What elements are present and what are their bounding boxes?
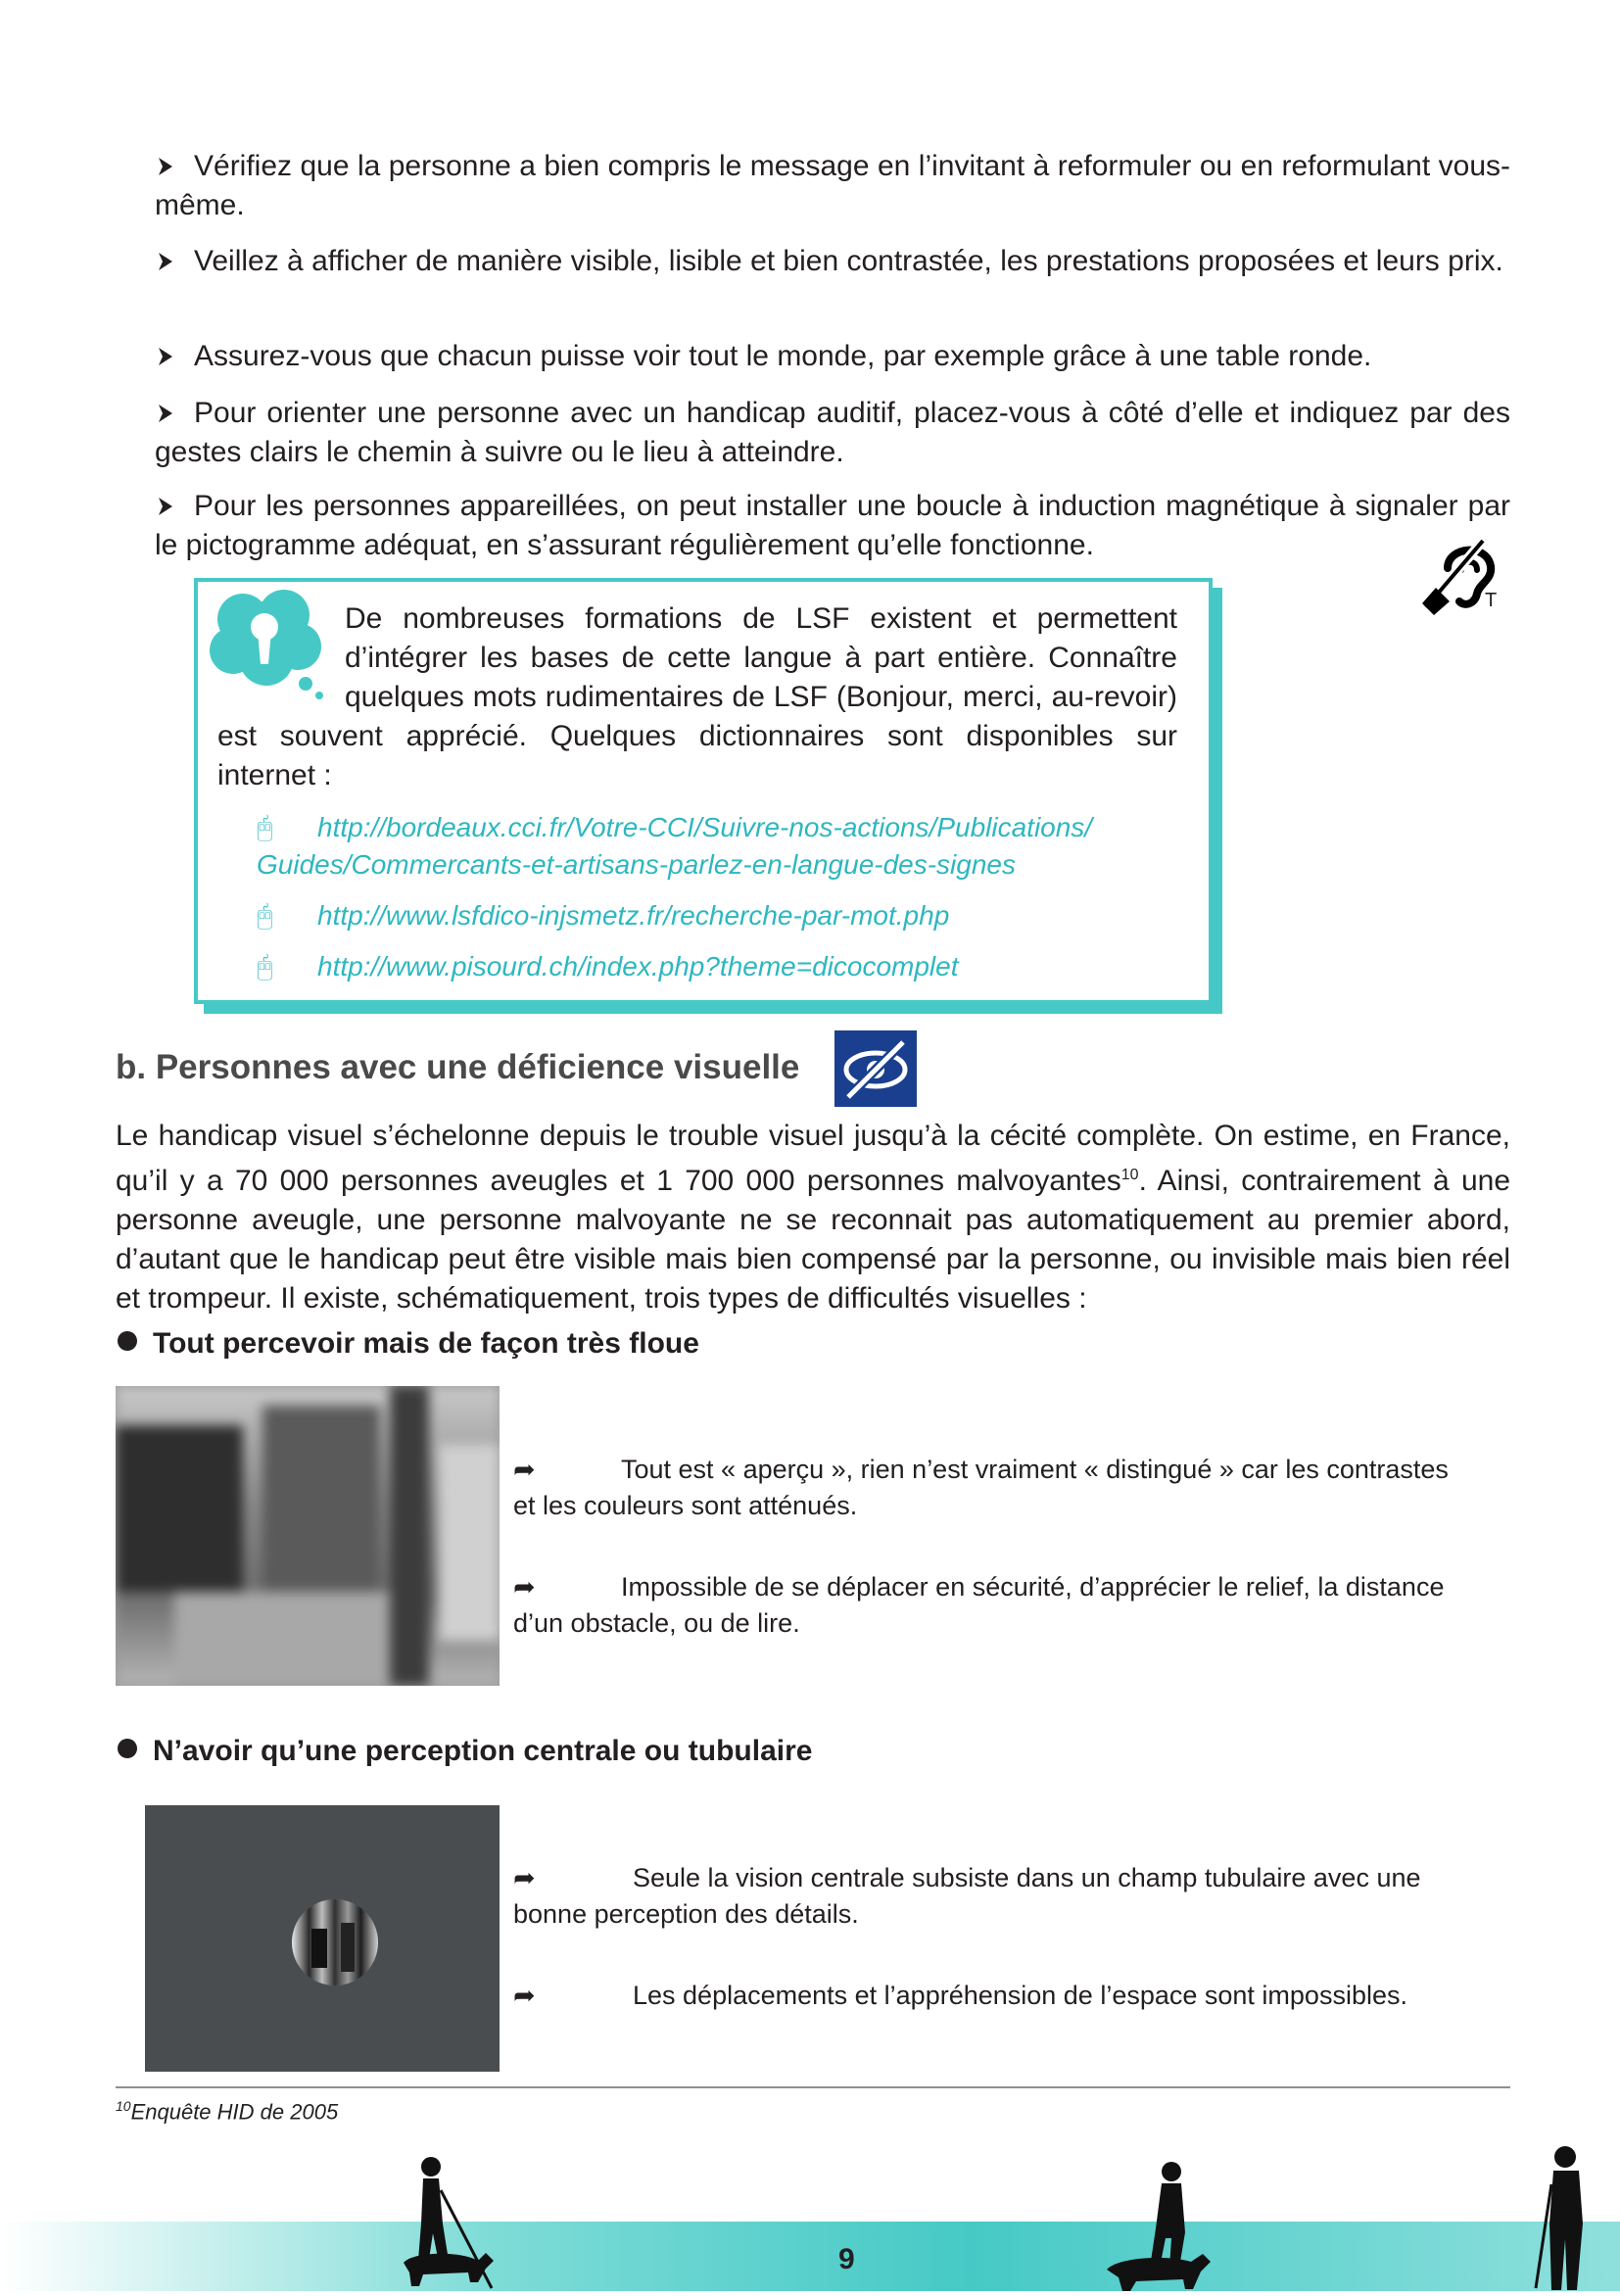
bullet-dot-icon [118, 1739, 137, 1758]
footnote: $^{10}$Enquête HID de 2005 [116, 2098, 339, 2125]
bullet-4: Pour orienter une personne avec un handicap auditif, placez-vous à côté d’elle et indiquez par des gestes clairs le chemin à suivre ou le lieu à atteindre. [155, 394, 1510, 472]
hearing-loop-icon [1418, 529, 1508, 619]
footer-band [0, 2222, 1620, 2291]
mouse-icon: 🖰 [257, 951, 273, 981]
tip-link-1[interactable]: 🖰 http://bordeaux.cci.fr/Votre-CCI/Suivre-nos-actions/Publications/ Guides/Commercants-et-artisans-parlez-en-langue-des-signes [257, 809, 1187, 884]
bullet-1: Vérifiez que la personne a bien compris le message en l’invitant à reformuler ou en reformulant vous-même. [155, 147, 1510, 225]
chevron-right-icon [155, 147, 194, 186]
bullet-3: Assurez-vous que chacun puisse voir tout le monde, par exemple grâce à une table ronde. [155, 337, 1510, 376]
chevron-right-icon [155, 242, 194, 281]
arrow-right-icon: ➦ [513, 1455, 536, 1484]
bullet-dot-icon [118, 1331, 137, 1351]
man-with-guide-dog-icon [1097, 2160, 1224, 2291]
person-with-cane-icon [1528, 2145, 1596, 2291]
page-number: 9 [838, 2243, 855, 2275]
section-b-intro: Le handicap visuel s’échelonne depuis le trouble visuel jusqu’à la cécité complète. On estime, en France, qu’il y a 70 000 personnes aveugles et 1 700 000 personnes malvoyantes$^{10}$. Ainsi, contrairement à une personne aveugle, une personne malvoyante ne se reconnait pas automatiquement au premier abord, d’autant que le handicap peut être visible mais bien compensé par la personne, ou invisible mais bien réel et trompeur. Il existe, schématiquement, trois types de difficultés visuelles : [116, 1120, 1511, 1315]
footnote-divider [116, 2086, 1510, 2088]
type-2-point-1: ➦ Seule la vision centrale subsiste dans un champ tubulaire avec une bonne perception des détails. [513, 1860, 1493, 1933]
bullet-5: Pour les personnes appareillées, on peut installer une boucle à induction magnétique à signaler par le pictogramme adéquat, en s’assurant régulièrement qu’elle fonctionne. [155, 487, 1510, 565]
blurred-street-photo [116, 1386, 500, 1686]
tunnel-vision-photo [145, 1805, 500, 2072]
mouse-icon: 🖰 [257, 812, 273, 842]
blind-person-with-guide-dog-icon [384, 2155, 521, 2291]
type-1-point-2: ➦ Impossible de se déplacer en sécurité, d’apprécier le relief, la distance d’un obstacle, ou de lire. [513, 1569, 1453, 1642]
chevron-right-icon [155, 487, 194, 526]
type-1-point-1: ➦ Tout est « aperçu », rien n’est vraiment « distingué » car les contrastes et les couleurs sont atténués. [513, 1452, 1453, 1524]
tip-link-3[interactable]: 🖰 http://www.pisourd.ch/index.php?theme=dicocomplet [257, 948, 1187, 985]
type-2-title: N’avoir qu’une perception centrale ou tubulaire [118, 1732, 812, 1771]
arrow-right-icon: ➦ [513, 1572, 536, 1602]
visual-impairment-icon [834, 1030, 917, 1107]
type-2-point-2: ➦ Les déplacements et l’appréhension de l’espace sont impossibles. [513, 1978, 1493, 2014]
arrow-right-icon: ➦ [513, 1863, 536, 1892]
type-1-title: Tout percevoir mais de façon très floue [118, 1324, 699, 1363]
arrow-right-icon: ➦ [513, 1981, 536, 2010]
bullet-2: Veillez à afficher de manière visible, lisible et bien contrastée, les prestations proposées et leurs prix. [155, 242, 1510, 281]
tip-icon-spacer [217, 599, 345, 715]
tip-link-2[interactable]: 🖰 http://www.lsfdico-injsmetz.fr/recherche-par-mot.php [257, 897, 1187, 934]
chevron-right-icon [155, 394, 194, 433]
hearing-loop-letter: T [1485, 590, 1498, 611]
section-b-title: b. Personnes avec une déficience visuelle [116, 1048, 800, 1086]
chevron-right-icon [155, 337, 194, 376]
tip-text: De nombreuses formations de LSF existent et permettent d’intégrer les bases de cette langue à part entière. Connaître quelques mots rudimentaires de LSF (Bonjour, merci, au-revoir) est souvent apprécié. Quelques dictionnaires sont disponibles sur internet : [217, 599, 1177, 795]
footnote-ref: 10 [1120, 1167, 1139, 1183]
mouse-icon: 🖰 [257, 900, 273, 931]
